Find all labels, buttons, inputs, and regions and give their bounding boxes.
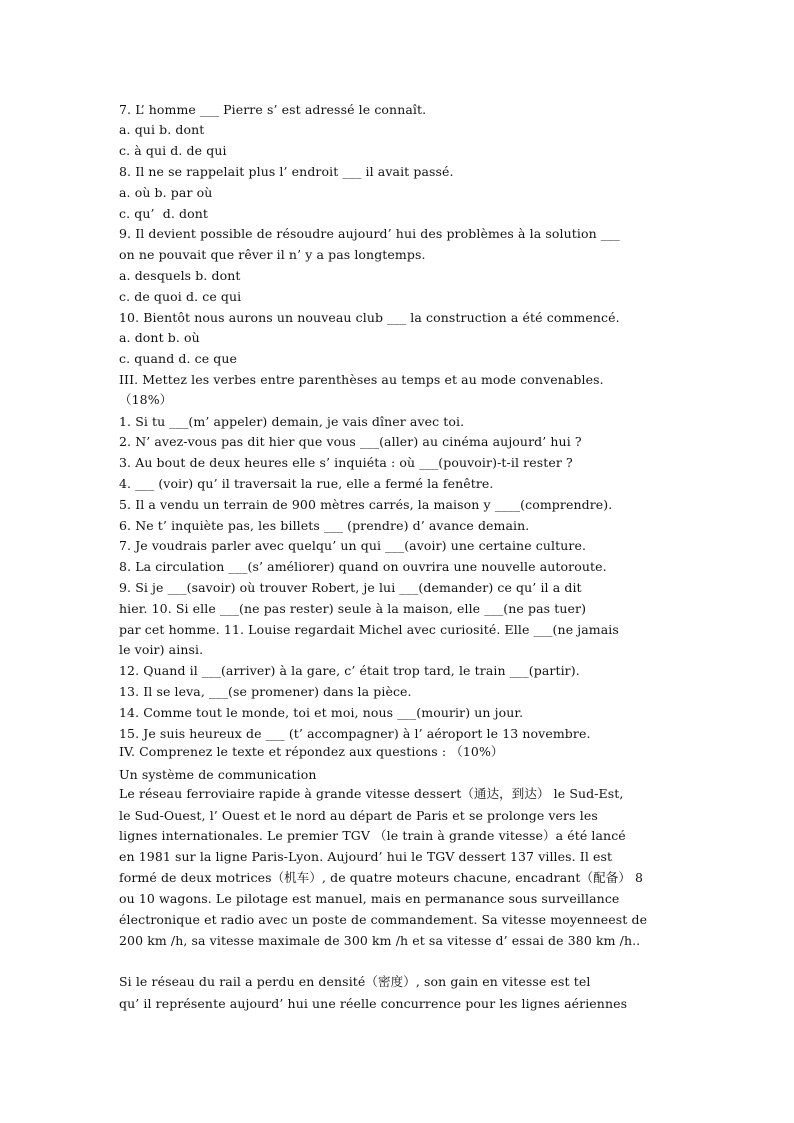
text-line: a. qui b. dont [119, 122, 205, 137]
text-line: hier. 10. Si elle ___(ne pas rester) seule à la maison, elle ___(ne pas tuer) [119, 601, 587, 616]
text-line: 12. Quand il ___(arriver) à la gare, c’ était trop tard, le train ___(partir). [119, 663, 580, 678]
text-line: （18%） [119, 392, 173, 407]
text-line: 8. Il ne se rappelait plus l’ endroit ___ il avait passé. [119, 164, 454, 179]
text-line: par cet homme. 11. Louise regardait Michel avec curiosité. Elle ___(ne jamais [119, 622, 619, 637]
text-line: c. de quoi d. ce qui [119, 289, 242, 304]
passage-line: en 1981 sur la ligne Paris-Lyon. Aujourd’ hui le TGV dessert 137 villes. Il est [119, 849, 613, 864]
text-line: 15. Je suis heureux de ___ (t’ accompagner) à l’ aéroport le 13 novembre. [119, 726, 591, 741]
text-line: a. desquels b. dont [119, 268, 241, 283]
section-heading: IV. Comprenez le texte et répondez aux questions : （10%） [119, 744, 504, 759]
passage-line: ou 10 wagons. Le pilotage est manuel, mais en permanance sous surveillance [119, 891, 620, 906]
passage-line: qu’ il représente aujourd’ hui une réelle concurrence pour les lignes aériennes [119, 996, 628, 1011]
section-heading: III. Mettez les verbes entre parenthèses au temps et au mode convenables. [119, 372, 604, 387]
text-line: 14. Comme tout le monde, toi et moi, nous ___(mourir) un jour. [119, 705, 524, 720]
text-line: 7. L’ homme ___ Pierre s’ est adressé le connaît. [119, 102, 427, 117]
passage-line: Si le réseau du rail a perdu en densité（密度）, son gain en vitesse est tel [119, 974, 591, 989]
passage-line: électronique et radio avec un poste de commandement. Sa vitesse moyenneest de [119, 912, 648, 927]
text-line: 7. Je voudrais parler avec quelqu’ un qui ___(avoir) une certaine culture. [119, 538, 587, 553]
text-line: 3. Au bout de deux heures elle s’ inquiéta : où ___(pouvoir)-t-il rester ? [119, 455, 573, 470]
passage-line: 200 km /h, sa vitesse maximale de 300 km /h et sa vitesse d’ essai de 380 km /h.. [119, 933, 641, 948]
text-line: a. où b. par où [119, 185, 213, 200]
text-line: 9. Si je ___(savoir) où trouver Robert, je lui ___(demander) ce qu’ il a dit [119, 580, 582, 595]
text-line: le voir) ainsi. [119, 642, 204, 657]
passage-line: le Sud-Ouest, l’ Ouest et le nord au départ de Paris et se prolonge vers les [119, 808, 598, 823]
text-line: c. à qui d. de qui [119, 143, 227, 158]
text-line: 10. Bientôt nous aurons un nouveau club ___ la construction a été commencé. [119, 310, 620, 325]
passage-line: formé de deux motrices（机车）, de quatre moteurs chacune, encadrant（配备） 8 [119, 870, 644, 885]
text-line: 6. Ne t’ inquiète pas, les billets ___ (prendre) d’ avance demain. [119, 518, 530, 533]
text-line: 8. La circulation ___(s’ améliorer) quand on ouvrira une nouvelle autoroute. [119, 559, 607, 574]
text-line: 2. N’ avez-vous pas dit hier que vous ___(aller) au cinéma aujourd’ hui ? [119, 434, 582, 449]
text-line: a. dont b. où [119, 330, 200, 345]
passage-line: lignes internationales. Le premier TGV （le train à grande vitesse）a été lancé [119, 828, 626, 843]
text-line: 9. Il devient possible de résoudre aujourd’ hui des problèmes à la solution ___ [119, 226, 620, 241]
text-line: c. quand d. ce que [119, 351, 238, 366]
text-line: 5. Il a vendu un terrain de 900 mètres carrés, la maison y ____(comprendre). [119, 497, 613, 512]
passage-title: Un système de communication [119, 767, 317, 782]
text-line: 4. ___ (voir) qu’ il traversait la rue, elle a fermé la fenêtre. [119, 476, 494, 491]
text-line: 1. Si tu ___(m’ appeler) demain, je vais dîner avec toi. [119, 414, 465, 429]
text-line: c. qu’ d. dont [119, 206, 208, 221]
text-line: 13. Il se leva, ___(se promener) dans la pièce. [119, 684, 412, 699]
text-line: on ne pouvait que rêver il n’ y a pas longtemps. [119, 247, 426, 262]
passage-line: Le réseau ferroviaire rapide à grande vitesse dessert（通达，到达） le Sud-Est, [119, 786, 624, 801]
